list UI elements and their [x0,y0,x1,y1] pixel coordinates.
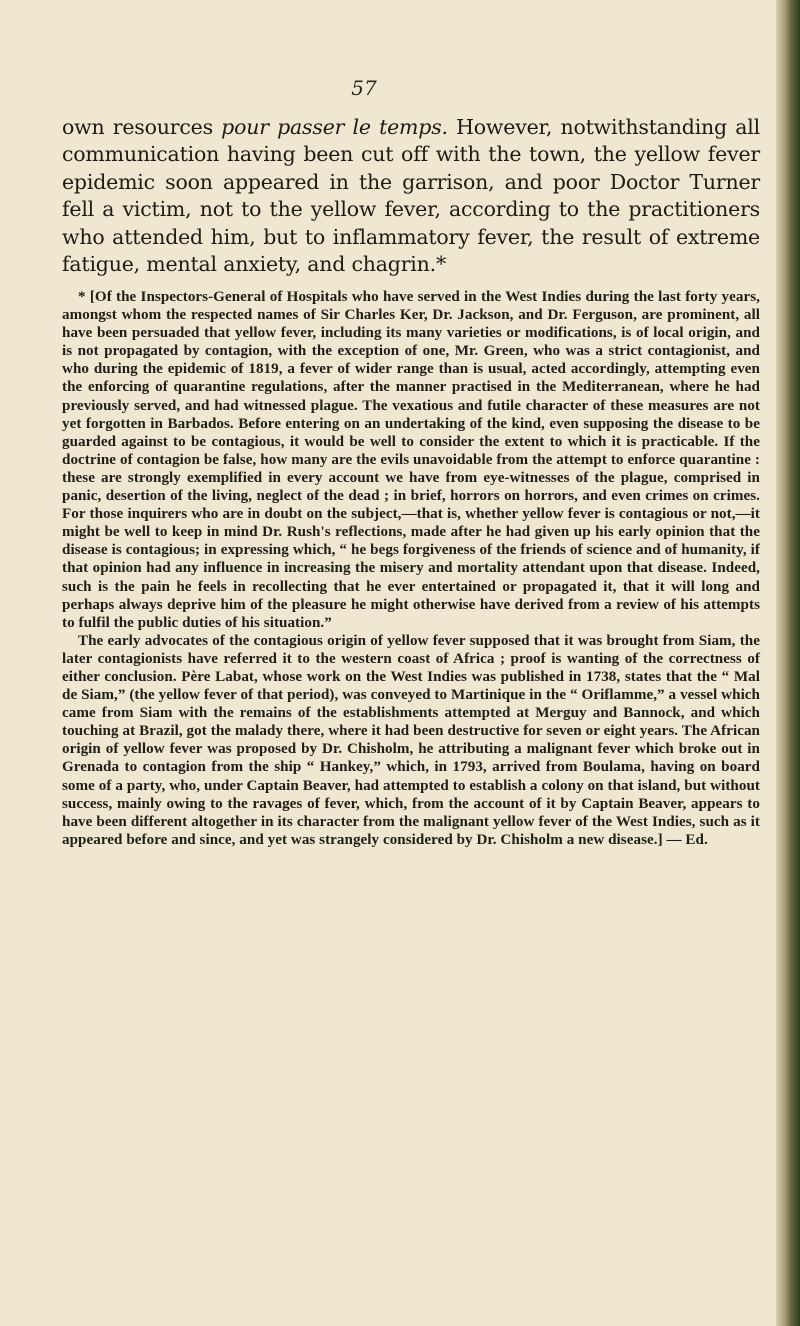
italic-phrase: pour passer le temps. [221,115,448,139]
main-text-start: own resources [62,115,222,139]
page-number: 57 [351,76,377,100]
footnote-paragraph-1: * [Of the Inspectors-General of Hospitals who have served in the West Indies during the last forty years, amongst whom the respected names of Sir Charles Ker, Dr. Jackson, and Dr. Ferguson, are prominent, all have been persuaded that yellow fever, including its many varieties or modifications, is of local origin, and is not propagated by contagion, with the exception of one, Mr. Green, who was a strict contagionist, and who during the epidemic of 1819, a fever of wider range than is usual, acted accordingly, attempting even the enforcing of quarantine regulations, after the manner practised in the Mediterranean, where he had previously served, and had witnessed plague. The vexatious and futile character of these measures are not yet forgotten in Barbados. Before entering on an undertaking of the kind, even supposing the disease to be guarded against to be contagious, it would be well to consider the extent to which it is practicable. If the doctrine of contagion be false, how many are the evils unavoidable from the attempt to enforce quarantine : these are strongly exemplified in every account we have from eye-witnesses of the plague, comprised in panic, desertion of the living, neglect of the dead ; in brief, horrors on horrors, and even crimes on crimes. For those inquirers who are in doubt on the subject,—that is, whether yellow fever is contagious or not,—it might be well to keep in mind Dr. Rush's reflections, made after he had given up his early opinion that the disease is contagious; in expressing which, “ he begs forgiveness of the friends of science and of humanity, if that opinion had any influence in increasing the misery and mortality attendant upon that disease. Indeed, such is the pain he feels in recollecting that he ever entertained or propagated it, that it will long and perhaps always deprive him of the pleasure he might otherwise have derived from a review of his attempts to fulfil the public duties of his situation.” [62,289,760,631]
main-text-end: However, notwithstanding all communication having been cut off with the town, the yellow fever epidemic soon appeared in the garrison, and poor Doctor Turner fell a victim, not to the yellow fever, according to the practitioners who attended him, but to inflammatory fever, the result of extreme fatigue, mental anxiety, and chagrin.* [62,115,760,277]
footnote [62,288,760,849]
footnote-paragraph-2: The early advocates of the contagious origin of yellow fever supposed that it was brought from Siam, the later contagionists have referred it to the western coast of Africa ; proof is wanting of the correctness of either conclusion. Père Labat, whose work on the West Indies was published in 1738, states that the “ Mal de Siam,” (the yellow fever of that period), was conveyed to Martinique in the “ Oriflamme,” a vessel which came from Siam with the remains of the establishments attempted at Merguy and Bannock, and which touching at Brazil, got the malady there, where it had been destructive for seven or eight years. The African origin of yellow fever was proposed by Dr. Chisholm, he attributing a malignant fever which broke out in Grenada to contagion from the ship “ Hankey,” which, in 1793, arrived from Boulama, having on board some of a party, who, under Captain Beaver, had attempted to establish a colony on that island, but without success, mainly owing to the ravages of fever, which, from the account of it by Captain Beaver, appears to have been different altogether in its character from the malignant yellow fever of the West Indies, such as it appeared before and since, and yet was strangely considered by Dr. Chisholm a new disease.] — Ed. [62,632,760,848]
main-paragraph [62,114,760,278]
book-binding-edge [776,0,800,1326]
